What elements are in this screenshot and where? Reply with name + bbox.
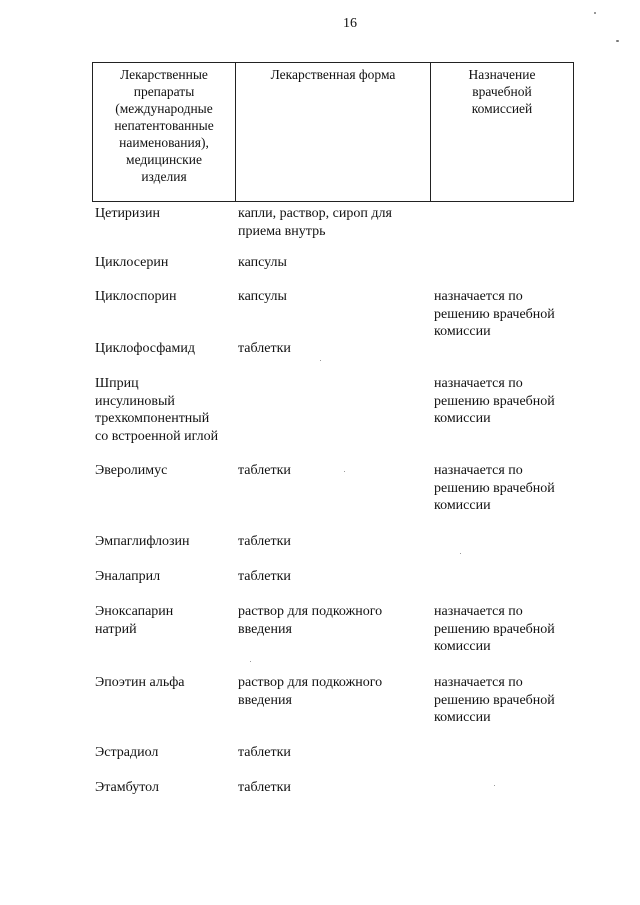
commission-note: назначается по решению врачебной комиссии [434,376,555,426]
scan-speck [594,12,596,14]
drug-name: Циклоспорин [95,289,177,304]
drug-name: Эпоэтин альфа [95,675,185,690]
drug-name: Цетиризин [95,206,160,221]
dosage-form: раствор для подкожного введения [238,675,383,708]
commission-note: назначается по решению врачебной комиссии [434,675,555,725]
dosage-form: таблетки [238,341,291,356]
commission-note: назначается по решению врачебной комиссии [434,463,555,513]
dosage-form: таблетки [238,534,291,549]
dosage-form: таблетки [238,569,291,584]
scan-speck [320,360,321,361]
dosage-form: таблетки [238,745,291,760]
drug-name: Циклофосфамид [95,341,195,356]
drug-name: Эстрадиол [95,745,159,760]
drug-name: Эналаприл [95,569,161,584]
scan-speck [460,553,461,554]
header-dosage-form: Лекарственная форма [236,63,431,201]
commission-note: назначается по решению врачебной комиссии [434,604,555,654]
header-commission: Назначение врачебной комиссией [468,67,536,116]
dosage-form: капсулы [238,289,287,304]
dosage-form: капсулы [238,255,287,270]
drug-name: Этамбутол [95,780,159,795]
commission-note: назначается по решению врачебной комиссии [434,289,555,339]
header-drug-name: Лекарственные препараты (международные непатентованные наименования), медицинские изделия [93,63,236,201]
drug-name: Эверолимус [95,463,168,478]
dosage-form: капли, раствор, сироп для приема внутрь [238,206,392,239]
scan-speck [344,471,345,472]
scan-speck [494,785,495,786]
dosage-form: таблетки [238,780,291,795]
drug-name: Шприц инсулиновый трехкомпонентный со встроенной иглой [95,376,219,444]
drug-name: Эмпаглифлозин [95,534,190,549]
dosage-form: раствор для подкожного введения [238,604,383,637]
scan-speck [616,40,619,42]
drug-name: Циклосерин [95,255,169,270]
table-header [92,62,574,202]
drug-name: Эноксапарин натрий [95,604,174,637]
page-number: 16 [343,16,357,31]
dosage-form: таблетки [238,463,291,478]
scan-speck [250,661,251,662]
